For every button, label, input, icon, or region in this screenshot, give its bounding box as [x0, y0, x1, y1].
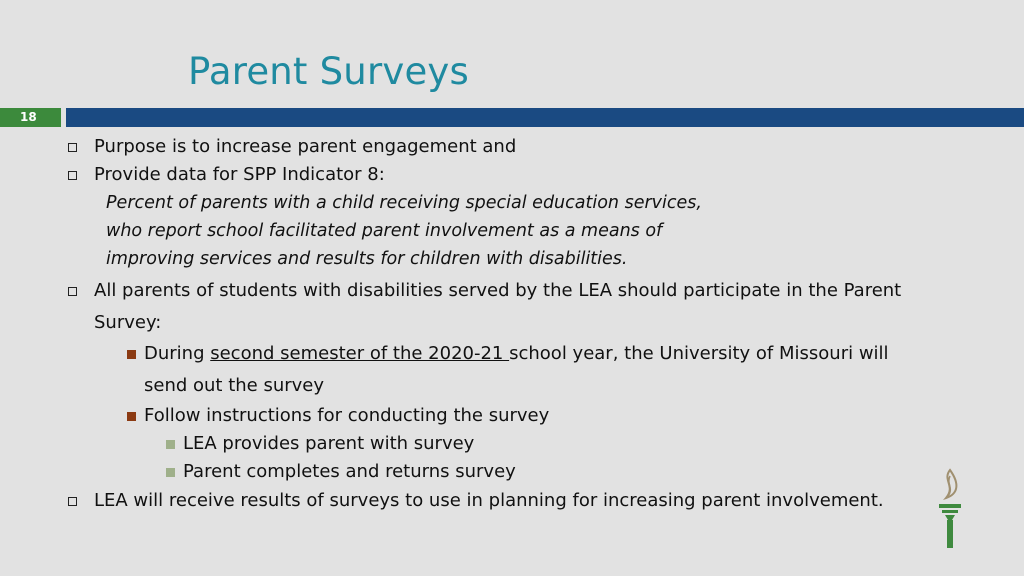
- bullet-square-icon: [68, 287, 77, 296]
- torch-logo-icon: [934, 468, 966, 550]
- subsub-bullet-icon: [166, 440, 175, 449]
- slide-number: 18: [0, 108, 61, 127]
- semester-underlined: second semester of the 2020-21: [210, 343, 510, 364]
- sub-bullet-semester: [144, 343, 889, 364]
- indicator-quote-line-1: Percent of parents with a child receiving special education services,: [106, 193, 702, 213]
- page-title: Parent Surveys: [188, 50, 469, 93]
- subsub-bullet-icon: [166, 468, 175, 477]
- bullet-square-icon: [68, 143, 77, 152]
- semester-suffix: school year, the University of Missouri will: [509, 343, 889, 364]
- bullet-indicator: Provide data for SPP Indicator 8:: [94, 164, 385, 185]
- sub-bullet-icon: [127, 350, 136, 359]
- sub-bullet-instructions: Follow instructions for conducting the survey: [144, 405, 550, 426]
- bullet-lea-results: LEA will receive results of surveys to use in planning for increasing parent involvement.: [94, 490, 884, 511]
- indicator-quote-line-3: improving services and results for children with disabilities.: [106, 249, 628, 269]
- bullet-all-parents: All parents of students with disabilities served by the LEA should participate in the Parent: [94, 280, 902, 301]
- bullet-square-icon: [68, 171, 77, 180]
- indicator-quote-line-2: who report school facilitated parent involvement as a means of: [106, 221, 663, 241]
- bullet-square-icon: [68, 497, 77, 506]
- subsub-bullet-parent-completes: Parent completes and returns survey: [183, 461, 516, 482]
- header-bar: [66, 108, 1024, 127]
- bullet-all-parents-cont: Survey:: [94, 312, 162, 333]
- sub-bullet-icon: [127, 412, 136, 421]
- bullet-purpose: Purpose is to increase parent engagement and: [94, 136, 517, 157]
- sub-bullet-semester-cont: send out the survey: [144, 375, 325, 396]
- semester-prefix: During: [144, 343, 211, 364]
- subsub-bullet-lea-provides: LEA provides parent with survey: [183, 433, 475, 454]
